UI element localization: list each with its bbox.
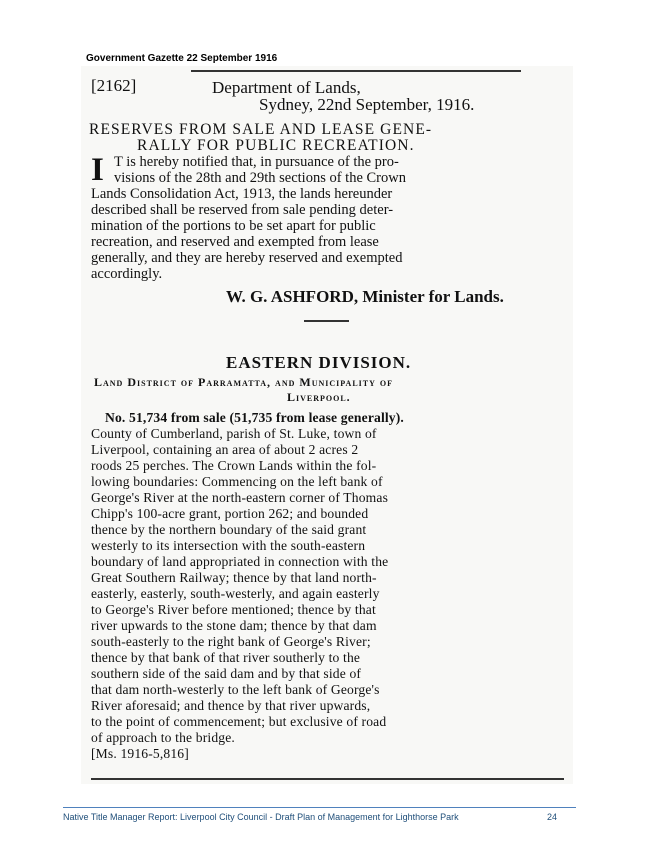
division-title: EASTERN DIVISION. (226, 353, 412, 372)
short-rule (304, 320, 349, 322)
notice-para-line: described shall be reserved from sale pending deter- (91, 202, 394, 218)
notice-ref: [2162] (91, 76, 137, 95)
body-line: of approach to the bridge. (91, 730, 235, 745)
body-line: County of Cumberland, parish of St. Luke, town of (91, 426, 377, 441)
district-line-1: Land District of Parramatta, and Municipality of (94, 375, 394, 389)
body-line: that dam north-westerly to the left bank of George's (91, 682, 380, 697)
body-line: Liverpool, containing an area of about 2 acres 2 (91, 442, 359, 457)
place-date-line: Sydney, 22nd September, 1916. (259, 95, 475, 114)
drop-cap: I (91, 152, 104, 188)
notice-para-line: visions of the 28th and 29th sections of the Crown (114, 170, 406, 186)
body-line: to the point of commencement; but exclusive of road (91, 714, 387, 729)
body-line: south-easterly to the right bank of George's River; (91, 634, 371, 649)
report-title: Native Title Manager Report: Liverpool City Council - Draft Plan of Management for Lighthorse Park (63, 812, 459, 822)
notice-para-line: T is hereby notified that, in pursuance of the pro- (114, 154, 399, 170)
notice-para-line: generally, and they are hereby reserved and exempted (91, 250, 403, 266)
page-number: 24 (547, 812, 558, 822)
top-rule (191, 70, 521, 72)
body-line: to George's River before mentioned; thence by that (91, 602, 376, 617)
notice-para-line: Lands Consolidation Act, 1913, the lands hereunder (91, 186, 393, 202)
body-line: George's River at the north-eastern corner of Thomas (91, 490, 389, 505)
district-line-2: Liverpool. (287, 390, 351, 404)
bottom-rule (91, 778, 564, 780)
body-line: lowing boundaries: Commencing on the left bank of (91, 474, 383, 489)
body-line: southern side of the said dam and by that side of (91, 666, 362, 681)
body-line: No. 51,734 from sale (51,735 from lease generally). (105, 410, 404, 425)
minister-signature: W. G. ASHFORD, Minister for Lands. (226, 287, 504, 306)
gazette-label: Government Gazette 22 September 1916 (86, 53, 278, 64)
body-line: thence by that bank of that river southerly to the (91, 650, 361, 665)
body-line: easterly, easterly, south-westerly, and again easterly (91, 586, 380, 601)
notice-para-line: mination of the portions to be set apart for public (91, 218, 376, 234)
footer-rule (63, 807, 576, 808)
gazette-scan (81, 66, 573, 784)
notice-heading-1: RESERVES FROM SALE AND LEASE GENE- (89, 121, 433, 138)
body-line: Chipp's 100-acre grant, portion 262; and bounded (91, 506, 369, 521)
body-line: boundary of land appropriated in connection with the (91, 554, 389, 569)
body-line: roods 25 perches. The Crown Lands within the fol- (91, 458, 377, 473)
body-line: River aforesaid; and thence by that river upwards, (91, 698, 371, 713)
body-line: westerly to its intersection with the south-eastern (91, 538, 366, 553)
notice-para-line: accordingly. (91, 266, 163, 282)
notice-para-line: recreation, and reserved and exempted from lease (91, 234, 379, 250)
department-line: Department of Lands, (212, 78, 361, 97)
body-line: Great Southern Railway; thence by that land north- (91, 570, 377, 585)
body-line: [Ms. 1916-5,816] (91, 746, 189, 761)
body-line: thence by the northern boundary of the said grant (91, 522, 367, 537)
body-line: river upwards to the stone dam; thence by that dam (91, 618, 377, 633)
notice-heading-2: RALLY FOR PUBLIC RECREATION. (137, 137, 415, 154)
